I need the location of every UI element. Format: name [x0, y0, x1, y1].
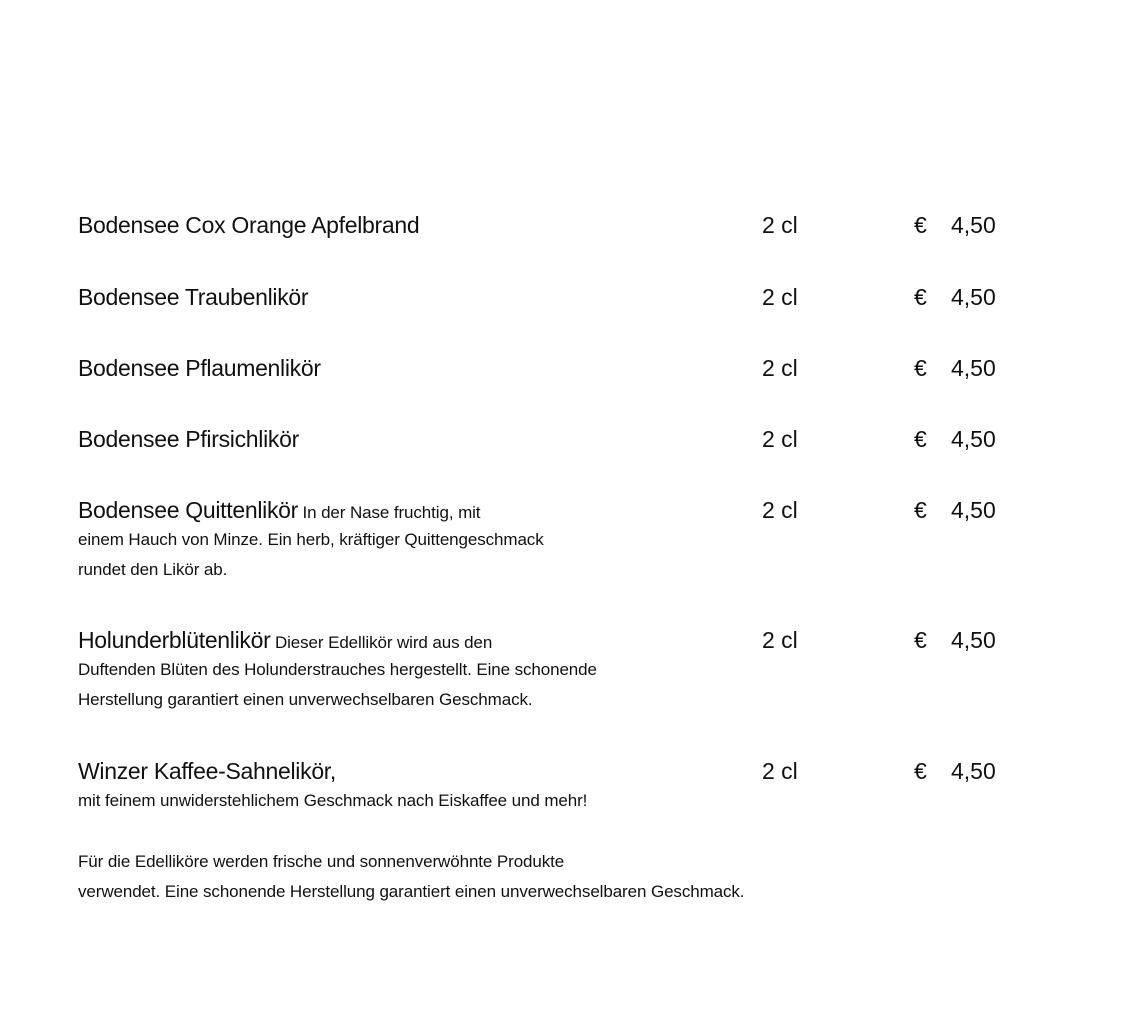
item-description: mit feinem unwiderstehlichem Geschmack nach Eiskaffee und mehr!	[78, 791, 588, 810]
item-volume: 2 cl	[762, 627, 798, 653]
currency-symbol: €	[914, 355, 927, 381]
item-description: Duftenden Blüten des Holunderstrauches hergestellt. Eine schonende Herstellung garantiert einen unverwechselbaren Geschmack.	[78, 660, 597, 709]
item-volume: 2 cl	[762, 212, 798, 238]
item-title: Winzer Kaffee-Sahnelikör,	[78, 758, 336, 784]
footer-note: Für die Edelliköre werden frische und sonnenverwöhnte Produkte verwendet. Eine schonende Herstellung garantiert einen unverwechselbaren Geschmack.	[78, 852, 745, 901]
item-title: Bodensee Pflaumenlikör	[78, 355, 321, 381]
item-price: 4,50	[951, 497, 996, 523]
item-volume: 2 cl	[762, 426, 798, 452]
currency-symbol: €	[914, 627, 927, 653]
item-text	[78, 210, 738, 240]
item-text	[78, 282, 738, 312]
item-volume: 2 cl	[762, 758, 798, 784]
item-title: Bodensee Pfirsichlikör	[78, 426, 299, 452]
item-title: Holunderblütenlikör	[78, 627, 271, 653]
item-text	[78, 424, 738, 454]
item-text	[78, 625, 738, 715]
item-description-inline: Dieser Edellikör wird aus den	[274, 633, 493, 652]
currency-symbol: €	[914, 212, 927, 238]
item-price: 4,50	[951, 284, 996, 310]
item-volume: 2 cl	[762, 497, 798, 523]
item-price: 4,50	[951, 355, 996, 381]
item-text	[78, 495, 738, 585]
item-title: Bodensee Traubenlikör	[78, 284, 309, 310]
item-price: 4,50	[951, 627, 996, 653]
item-title: Bodensee Cox Orange Apfelbrand	[78, 212, 420, 238]
item-description-inline: In der Nase fruchtig, mit	[302, 503, 481, 522]
currency-symbol: €	[914, 284, 927, 310]
item-description: einem Hauch von Minze. Ein herb, kräftiger Quittengeschmack rundet den Likör ab.	[78, 530, 544, 579]
item-title: Bodensee Quittenlikör	[78, 497, 299, 523]
item-price: 4,50	[951, 758, 996, 784]
item-text	[78, 353, 738, 383]
currency-symbol: €	[914, 497, 927, 523]
currency-symbol: €	[914, 758, 927, 784]
item-price: 4,50	[951, 212, 996, 238]
currency-symbol: €	[914, 426, 927, 452]
item-price: 4,50	[951, 426, 996, 452]
item-volume: 2 cl	[762, 284, 798, 310]
item-volume: 2 cl	[762, 355, 798, 381]
item-text	[78, 756, 738, 816]
